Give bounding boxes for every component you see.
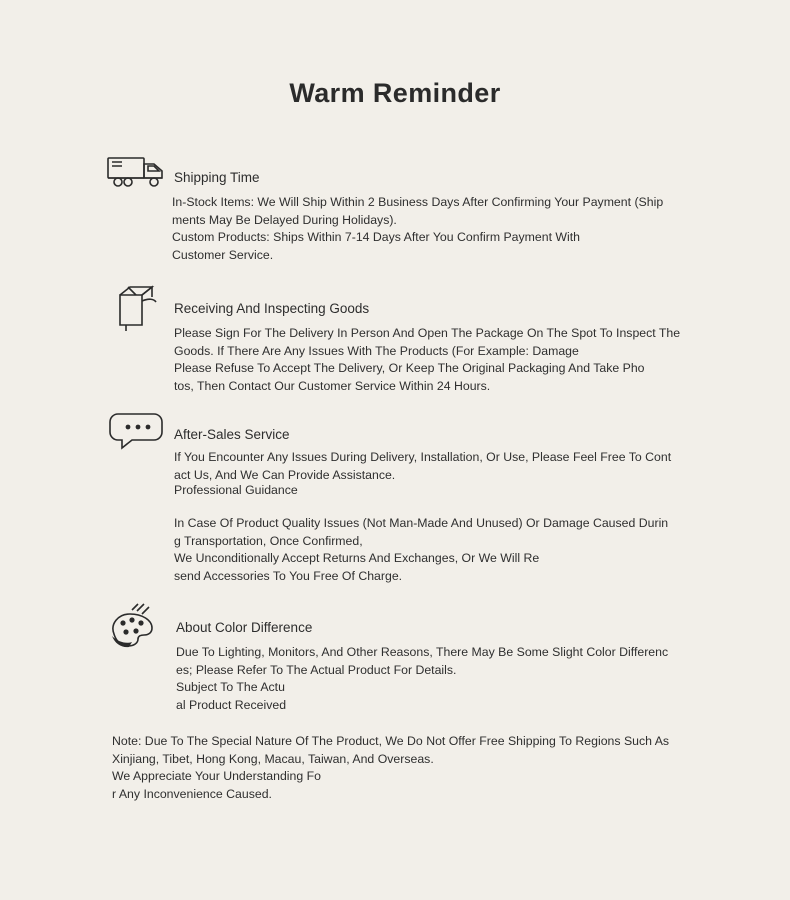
body-line: act Us, And We Can Provide Assistance. — [174, 467, 396, 482]
body-line: Please Refuse To Accept The Delivery, Or Keep The Original Packaging And Take Pho — [174, 361, 645, 375]
section-header — [104, 150, 704, 190]
body-line: al Product Received — [176, 697, 287, 712]
body-line: In Case Of Product Quality Issues (Not Man-Made And Unused) Or Damage Caused Durin — [174, 516, 669, 530]
body-line: Customer Service. — [172, 247, 274, 262]
body-line: Please Sign For The Delivery In Person And Open The Package On The Spot To Inspect The — [174, 326, 681, 340]
section-header — [104, 408, 704, 448]
section-receiving-goods — [104, 281, 704, 393]
section-after-sales-service — [104, 408, 704, 583]
body-line: es; Please Refer To The Actual Product For Details. — [176, 662, 457, 677]
note-line: Note: Due To The Special Nature Of The Product, We Do Not Offer Free Shipping To Regions Such As — [112, 734, 670, 748]
body-line: In-Stock Items: We Will Ship Within 2 Business Days After Confirming Your Payment (Ship — [172, 195, 664, 209]
section-header — [104, 281, 704, 321]
note-line: We Appreciate Your Understanding Fo — [112, 769, 321, 783]
paint-palette-icon — [104, 600, 176, 648]
chat-bubble-icon — [104, 408, 176, 456]
body-line: send Accessories To You Free Of Charge. — [174, 568, 403, 583]
section-heading: Shipping Time — [174, 170, 260, 185]
body-line: g Transportation, Once Confirmed, — [174, 533, 363, 548]
note-line: Xinjiang, Tibet, Hong Kong, Macau, Taiwan, And Overseas. — [112, 751, 434, 766]
truck-icon — [104, 150, 176, 198]
body-line: Subject To The Actu — [176, 680, 285, 694]
body-line: We Unconditionally Accept Returns And Exchanges, Or We Will Re — [174, 551, 540, 565]
body-line: If You Encounter Any Issues During Delivery, Installation, Or Use, Please Feel Free To Cont — [174, 450, 672, 464]
section-body — [174, 449, 790, 484]
section-heading: After-Sales Service — [174, 427, 290, 442]
open-package-icon — [104, 281, 176, 329]
page-title: Warm Reminder — [289, 78, 501, 108]
section-heading: Receiving And Inspecting Goods — [174, 301, 370, 316]
body-line: Due To Lighting, Monitors, And Other Reasons, There May Be Some Slight Color Differenc — [176, 645, 669, 659]
section-shipping-time — [104, 150, 704, 262]
body-line: ments May Be Delayed During Holidays). — [172, 212, 397, 227]
section-color-difference — [104, 600, 704, 712]
shipping-note — [112, 733, 712, 803]
section-body — [172, 194, 790, 264]
section-subheading: Professional Guidance — [174, 483, 298, 497]
body-line: tos, Then Contact Our Customer Service Within 24 Hours. — [174, 378, 491, 393]
section-body — [176, 644, 790, 714]
section-heading: About Color Difference — [176, 620, 313, 635]
section-body-secondary — [174, 515, 790, 585]
note-line: r Any Inconvenience Caused. — [112, 786, 272, 801]
body-line: Custom Products: Ships Within 7-14 Days After You Confirm Payment With — [172, 230, 581, 244]
section-header — [104, 600, 704, 640]
section-body — [174, 325, 790, 395]
body-line: Goods. If There Are Any Issues With The Products (For Example: Damage — [174, 343, 579, 358]
